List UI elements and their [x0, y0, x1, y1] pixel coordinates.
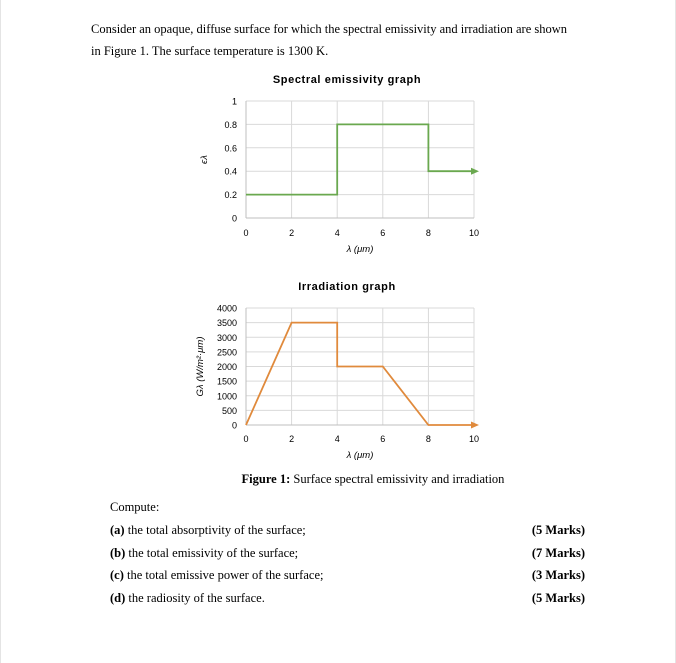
question-letter: (d) [110, 590, 126, 605]
y-axis-label: Gλ (W/m²·μm) [195, 336, 206, 397]
question-b [110, 542, 585, 565]
series-line [246, 124, 474, 194]
y-tick-label: 1000 [216, 391, 237, 402]
series-line [246, 323, 474, 425]
question-text: the total emissivity of the surface; [128, 545, 299, 560]
y-tick-label: 0 [231, 420, 237, 431]
y-tick-label: 500 [221, 405, 237, 416]
series-arrow [471, 422, 479, 429]
y-tick-label: 0.2 [224, 190, 237, 201]
x-tick-label: 6 [380, 434, 386, 444]
y-tick-label: 2000 [216, 362, 237, 372]
y-tick-label: 0 [231, 213, 237, 224]
irradiation-chart [0, 275, 676, 475]
x-axis-label: λ (μm) [346, 244, 374, 255]
y-tick-label: 2500 [216, 347, 237, 358]
question-letter: (a) [110, 522, 125, 537]
x-tick-label: 6 [380, 228, 386, 238]
y-tick-label: 0.4 [224, 166, 237, 177]
intro-line-1: Consider an opaque, diffuse surface for which the spectral emissivity and irradiation are shown [91, 22, 568, 36]
y-tick-label: 1 [231, 96, 237, 107]
question-list [110, 519, 585, 610]
x-tick-label: 10 [468, 434, 480, 444]
series-arrow [471, 168, 479, 175]
question-marks: (7 Marks) [531, 545, 585, 560]
question-text: the total emissive power of the surface; [127, 568, 324, 583]
question-marks: (3 Marks) [531, 568, 585, 583]
question-letter: (c) [110, 568, 124, 583]
x-tick-label: 4 [334, 228, 340, 238]
question-d [110, 587, 585, 610]
figure-label: Figure 1: [241, 472, 291, 486]
x-tick-label: 8 [425, 434, 431, 444]
question-marks: (5 Marks) [531, 590, 585, 605]
question-marks: (5 Marks) [531, 522, 585, 537]
y-tick-label: 3500 [216, 318, 237, 329]
question-letter: (b) [110, 545, 126, 560]
x-tick-label: 2 [289, 434, 295, 444]
question-text: the radiosity of the surface. [128, 590, 265, 605]
y-tick-label: 1500 [216, 376, 237, 387]
question-text: the total absorptivity of the surface; [127, 522, 306, 537]
x-tick-label: 0 [243, 434, 249, 444]
y-tick-label: 4000 [216, 303, 237, 314]
figure-caption-text: Surface spectral emissivity and irradiation [293, 472, 505, 486]
intro-line-2: in Figure 1. The surface temperature is 1300 K. [91, 44, 329, 58]
y-tick-label: 0.6 [224, 143, 237, 154]
chart-title: Irradiation graph [298, 281, 396, 293]
x-tick-label: 2 [289, 228, 295, 238]
question-a [110, 519, 585, 542]
x-tick-label: 0 [243, 228, 249, 238]
y-tick-label: 0.8 [224, 119, 237, 130]
x-tick-label: 8 [425, 228, 431, 238]
figure-caption [0, 472, 676, 487]
x-tick-label: 4 [334, 434, 340, 444]
question-c [110, 564, 585, 587]
emissivity-chart [0, 68, 676, 268]
x-tick-label: 10 [468, 228, 480, 238]
problem-statement [91, 18, 611, 62]
y-tick-label: 3000 [216, 332, 237, 343]
chart-title: Spectral emissivity graph [272, 74, 422, 86]
y-axis-label: ϵλ [199, 155, 210, 164]
compute-label: Compute: [110, 500, 160, 514]
x-axis-label: λ (μm) [346, 450, 374, 461]
